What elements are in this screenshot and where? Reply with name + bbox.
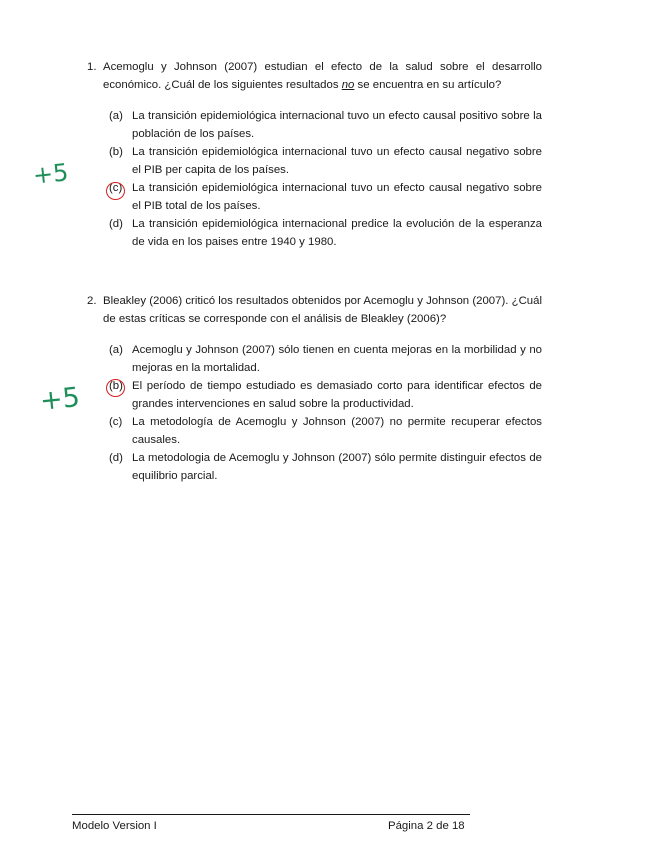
option-label: (a) xyxy=(109,110,123,122)
option-d[interactable] xyxy=(109,449,542,485)
question-text: Bleakley (2006) criticó los resultados obtenidos por Acemoglu y Johnson (2007). ¿Cuál de estas críticas se corresponde con el análisis de Bleakley (2006)? xyxy=(103,295,542,325)
grade-mark-q1: +5 xyxy=(31,158,70,190)
option-text: La metodología de Acemoglu y Johnson (2007) no permite recuperar efectos causales. xyxy=(132,416,542,446)
option-list xyxy=(109,341,542,485)
option-a[interactable] xyxy=(109,341,542,377)
option-text: La transición epidemiológica internacional tuvo un efecto causal negativo sobre el PIB total de los países. xyxy=(132,182,542,212)
option-text: El período de tiempo estudiado es demasiado corto para identificar efectos de grandes intervenciones en salud sobre la productividad. xyxy=(132,380,542,410)
option-text: La transición epidemiológica internacional tuvo un efecto causal negativo sobre el PIB per capita de los países. xyxy=(132,146,542,176)
option-label: (c) xyxy=(109,416,123,428)
option-list xyxy=(109,107,542,251)
question-text xyxy=(103,58,542,94)
option-label: (d) xyxy=(109,452,123,464)
option-label: (b) xyxy=(109,146,123,158)
question-2 xyxy=(87,292,542,485)
footer-page-number: Página 2 de 18 xyxy=(388,820,465,832)
question-number: 2. xyxy=(87,295,97,307)
grade-mark-q2: +5 xyxy=(38,382,82,417)
option-c[interactable] xyxy=(109,179,542,215)
option-text: Acemoglu y Johnson (2007) sólo tienen en cuenta mejoras en la morbilidad y no mejoras en la mortalidad. xyxy=(132,344,542,374)
footer-rule xyxy=(72,814,470,815)
option-label: (d) xyxy=(109,218,123,230)
option-d[interactable] xyxy=(109,215,542,251)
option-a[interactable] xyxy=(109,107,542,143)
option-b[interactable] xyxy=(109,143,542,179)
option-label: (a) xyxy=(109,344,123,356)
option-c[interactable] xyxy=(109,413,542,449)
option-label: (c) xyxy=(109,182,123,194)
option-b[interactable] xyxy=(109,377,542,413)
question-text-part: Acemoglu y Johnson (2007) estudian el efecto de la salud sobre el desarrollo económico. ¿Cuál de los siguientes resultados xyxy=(103,61,542,91)
emphasis-word: no xyxy=(341,79,355,91)
option-text: La transición epidemiológica internacional tuvo un efecto causal positivo sobre la población de los países. xyxy=(132,110,542,140)
answer-circle-q1 xyxy=(106,182,125,200)
question-number: 1. xyxy=(87,61,97,73)
option-text: La metodologia de Acemoglu y Johnson (2007) sólo permite distinguir efectos de equilibrio parcial. xyxy=(132,452,542,482)
footer-left: Modelo Version I xyxy=(72,820,157,832)
answer-circle-q2 xyxy=(106,379,125,397)
option-label: (b) xyxy=(109,380,123,392)
question-text-part: se encuentra en su artículo? xyxy=(354,79,502,91)
option-text: La transición epidemiológica internacional predice la evolución de la esperanza de vida en los paises entre 1940 y 1980. xyxy=(132,218,542,248)
question-1 xyxy=(87,58,542,251)
